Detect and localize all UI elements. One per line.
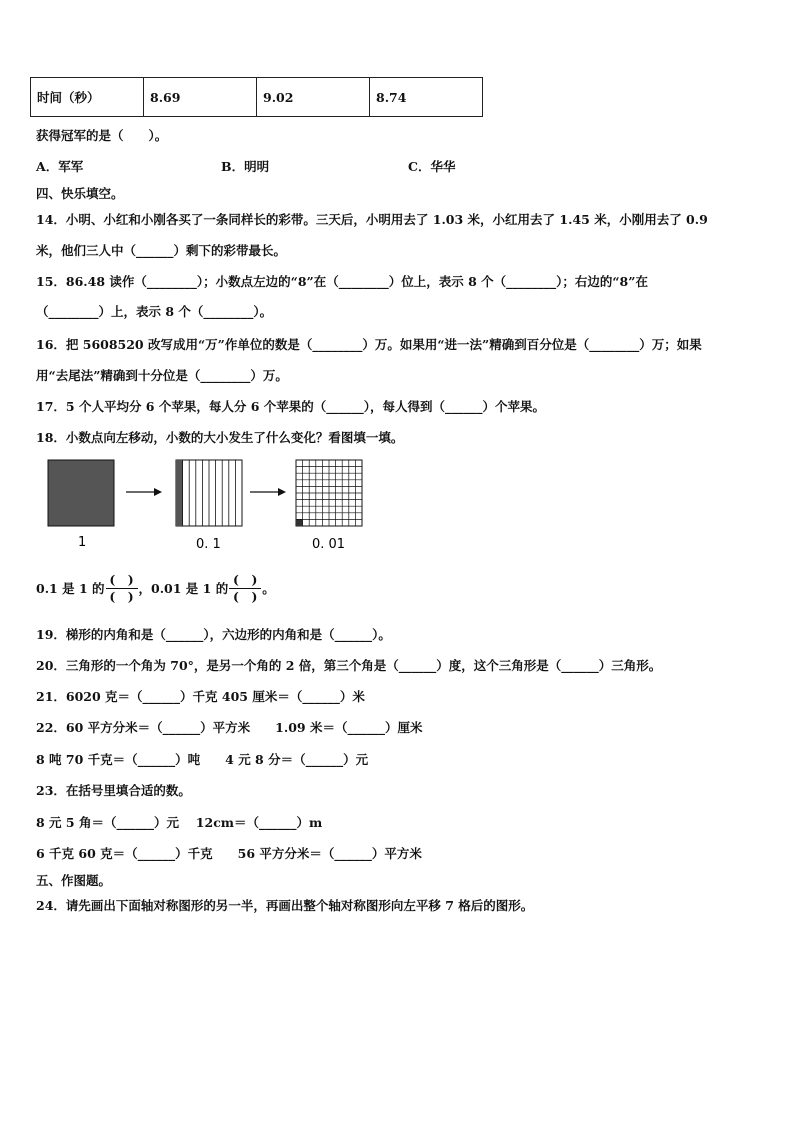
question-21: 21．6020 克＝（______）千克 405 厘米＝（______）米 bbox=[36, 689, 365, 704]
table-row bbox=[31, 78, 483, 117]
fraction-blank[interactable]: $\frac{( )}{( )}$ bbox=[106, 572, 138, 605]
decimal-figure bbox=[36, 452, 376, 557]
question-14-line2: 米，他们三人中（______）剩下的彩带最长。 bbox=[36, 243, 287, 258]
section-heading-4: 四、快乐填空。 bbox=[36, 186, 124, 201]
arrow-icon bbox=[126, 488, 162, 496]
table-cell: 8.69 bbox=[144, 78, 257, 117]
question-15-line2: （________）上，表示 8 个（________）。 bbox=[36, 304, 273, 319]
question-20: 20．三角形的一个角为 70°，是另一个角的 2 倍，第三个角是（______）度，这个三角形是（______）三角形。 bbox=[36, 658, 662, 673]
question-23-line2: 6 千克 60 克＝（______）千克 56 平方分米＝（______）平方米 bbox=[36, 846, 422, 861]
option-c: C．华华 bbox=[408, 159, 456, 174]
option-b: B．明明 bbox=[221, 159, 270, 174]
question-23-line1: 8 元 5 角＝（______）元 12cm＝（______）m bbox=[36, 815, 323, 830]
fraction-text-2: ，0.01 是 1 的 bbox=[138, 581, 229, 596]
time-table bbox=[30, 77, 483, 117]
question-champion: 获得冠军的是（ ）。 bbox=[36, 128, 168, 143]
option-a: A．军军 bbox=[36, 159, 84, 174]
question-24: 24．请先画出下面轴对称图形的另一半，再画出整个轴对称图形向左平移 7 格后的图形。 bbox=[36, 898, 534, 913]
question-15-line1: 15．86.48 读作（________）；小数点左边的“8”在（________）位上，表示 8 个（________）；右边的“8”在 bbox=[36, 274, 648, 289]
question-17: 17．5 个人平均分 6 个苹果，每人分 6 个苹果的（______），每人得到（______）个苹果。 bbox=[36, 399, 545, 414]
fraction-blank[interactable]: $\frac{( )}{( )}$ bbox=[229, 572, 261, 605]
section-heading-5: 五、作图题。 bbox=[36, 873, 112, 888]
whole-square bbox=[48, 460, 114, 526]
question-18: 18．小数点向左移动，小数的大小发生了什么变化？看图填一填。 bbox=[36, 430, 404, 445]
question-16-line1: 16．把 5608520 改写成用“万”作单位的数是（________）万。如果用“进一法”精确到百分位是（________）万；如果 bbox=[36, 337, 702, 352]
tenths-square bbox=[176, 460, 242, 526]
table-cell: 8.74 bbox=[370, 78, 483, 117]
arrow-icon bbox=[250, 488, 286, 496]
question-14-line1: 14．小明、小红和小刚各买了一条同样长的彩带。三天后，小明用去了 1.03 米，小红用去了 1.45 米，小刚用去了 0.9 bbox=[36, 212, 708, 227]
table-cell: 9.02 bbox=[257, 78, 370, 117]
figure-label-0-1: 0. 1 bbox=[196, 537, 221, 552]
question-23: 23．在括号里填合适的数。 bbox=[36, 783, 191, 798]
question-19: 19．梯形的内角和是（______），六边形的内角和是（______）。 bbox=[36, 627, 391, 642]
hundredths-square bbox=[296, 460, 362, 526]
fraction-text-1: 0.1 是 1 的 bbox=[36, 581, 105, 596]
question-22-line2: 8 吨 70 千克＝（______）吨 4 元 8 分＝（______）元 bbox=[36, 752, 369, 767]
question-16-line2: 用“去尾法”精确到十分位是（________）万。 bbox=[36, 368, 288, 383]
table-header-cell: 时间（秒） bbox=[31, 78, 144, 117]
fraction-question bbox=[36, 568, 275, 608]
figure-label-1: 1 bbox=[78, 535, 87, 550]
figure-label-0-01: 0. 01 bbox=[312, 537, 346, 552]
fraction-text-3: 。 bbox=[262, 581, 275, 596]
question-22-line1: 22．60 平方分米＝（______）平方米 1.09 米＝（______）厘米 bbox=[36, 720, 423, 735]
